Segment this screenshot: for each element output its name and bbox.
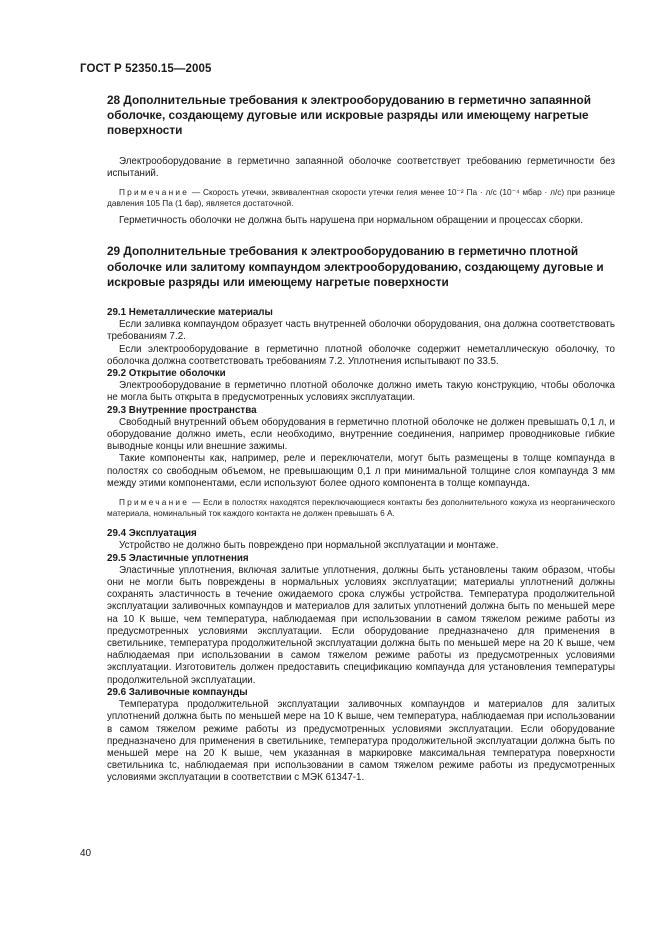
subsection-29-6-paragraph-1: Температура продолжительной эксплуатации заливочных компаундов и материалов для залитых уплотнений должна быть по меньшей мере на 10 К выше, чем температура, наблюдаемая при использовании в самом тяжелом режиме работы из предусмотренных условиями эксплуатации. Если оборудование предназначено для применения в светильнике, температура продолжительной эксплуатации должна быть по меньшей мере на 20 К выше, чем указанная в маркировке максимальная температура поверхности светильника tc, наблюдаемая при использовании в самом тяжелом режиме работы из предусмотренных условиями эксплуатации в соответствии с МЭК 61347-1. — [107, 699, 615, 784]
subsection-29-5-paragraph-1: Эластичные уплотнения, включая залитые уплотнения, должны быть установлены таким образом, чтобы они не могли быть повреждены в нормальных условиях эксплуатации; материалы уплотнений должны сохранять эластичность в течение ожидаемого срока службы устройства. Температура продолжительной эксплуатации заливочных компаундов и материалов для залитых уплотнений должна быть по меньшей мере на 10 К выше, чем температура, наблюдаемая при использовании в самом тяжелом режиме работы из предусмотренных условиями эксплуатации. Если оборудование предназначено для применения в светильнике, температура продолжительной эксплуатации должна быть по меньшей мере на 20 К выше, чем наблюдаемая при использовании в самом тяжелом режиме работы из предусмотренных условиями эксплуатации. Изготовитель должен предоставить спецификацию компаунда для установления температуры продолжительной эксплуатации. — [107, 564, 615, 686]
note-text: — Скорость утечки, эквивалентная скорости утечки гелия менее 10⁻² Па · л/с (10⁻⁴ мбар · л/с) при разнице давления 105 Па (1 бар), является достаточной. — [107, 187, 615, 208]
note-label: Примечание — [119, 497, 190, 508]
document-body — [107, 93, 615, 785]
page-number: 40 — [80, 848, 92, 859]
note-label: Примечание — [119, 187, 190, 198]
subsection-29-4-paragraph-1: Устройство не должно быть повреждено при нормальной эксплуатации и монтаже. — [119, 540, 499, 552]
subsection-29-1-paragraph-2: Если электрооборудование в герметично плотной оболочке содержит неметаллическую оболочку, то оболочка должна соответствовать требованиям 7.2. Уплотнения испытывают по 33.5. — [107, 343, 615, 367]
subsection-29-2-paragraph-1: Электрооборудование в герметично плотной оболочке должно иметь такую конструкцию, чтобы оболочка не могла быть открыта в предусмотренных условиях эксплуатации. — [107, 380, 615, 404]
section-29-title: 29 Дополнительные требования к электрооборудованию в герметично плотной оболочке или залитому компаундом электрооборудованию, создающему дуговые и искровые разряды или имеющему нагретые поверхности — [107, 244, 604, 289]
subsection-29-1-title: 29.1 Неметаллические материалы — [107, 307, 273, 319]
subsection-29-6-title: 29.6 Заливочные компаунды — [107, 686, 248, 698]
section-28-note — [107, 187, 615, 208]
subsection-29-3-paragraph-2: Такие компоненты как, например, реле и переключатели, могут быть размещены в толще компаунда в полостях со свободным объемом, не превышающим 0,1 л при минимальной толщине слоя компаунда 3 мм между этими компонентами, если используют более одного компонента в толще компаунда. — [107, 453, 615, 489]
subsection-29-5-title: 29.5 Эластичные уплотнения — [107, 552, 249, 564]
section-28-title: 28 Дополнительные требования к электрооборудованию в герметично запаянной оболочке, создающему дуговые или искровые разряды или имеющему нагретые поверхности — [107, 93, 591, 138]
subsection-29-3-paragraph-1: Свободный внутренний объем оборудования в герметично плотной оболочке не должен превышать 0,1 л, и оборудование должно иметь, если необходимо, внутренние соединения, например проводниковые гибкие выводные концы или внешние зажимы. — [107, 416, 615, 453]
section-28-paragraph-1: Электрооборудование в герметично запаянной оболочке соответствует требованию герметичности без испытаний. — [107, 155, 615, 179]
section-29-3-note — [107, 497, 615, 518]
document-header: ГОСТ Р 52350.15—2005 — [80, 63, 212, 75]
note-text: — Если в полостях находятся переключающиеся контакты без дополнительного кожуха из неорганического материала, номинальный ток каждого контакта не должен превышать 6 А. — [107, 497, 615, 518]
section-28-paragraph-2: Герметичность оболочки не должна быть нарушена при нормальном обращении и процессах сборки. — [119, 215, 583, 227]
subsection-29-4-title: 29.4 Эксплуатация — [107, 528, 197, 540]
subsection-29-2-title: 29.2 Открытие оболочки — [107, 368, 226, 380]
subsection-29-1-paragraph-1: Если заливка компаундом образует часть внутренней оболочки оборудования, она должна соответствовать требованиям 7.2. — [107, 319, 615, 343]
subsection-29-3-title: 29.3 Внутренние пространства — [107, 404, 257, 416]
